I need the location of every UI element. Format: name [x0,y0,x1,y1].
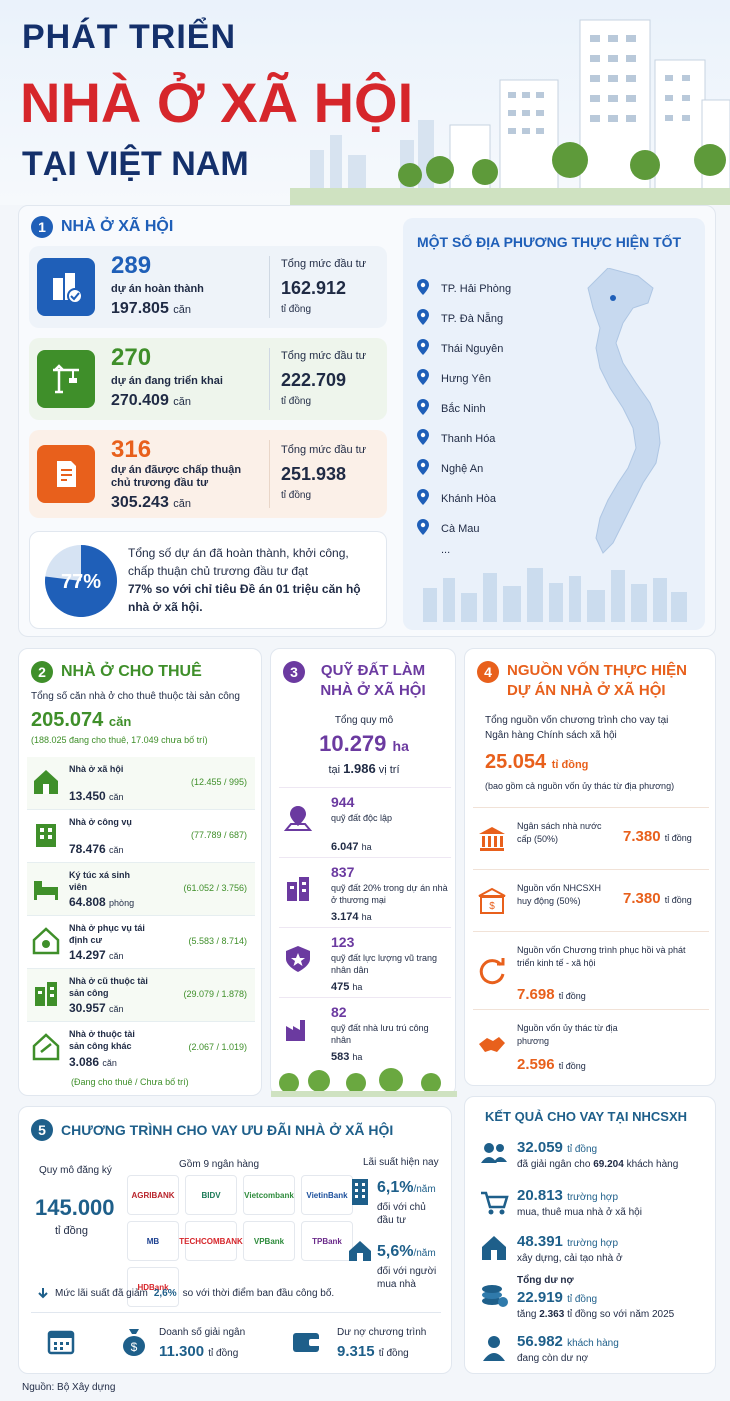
s4-intro: Tổng nguồn vốn chương trình cho vay tại Ngân hàng Chính sách xã hội [485,715,669,741]
section-1-container [18,205,716,637]
section-1-number: 1 [31,216,53,238]
section-5-number: 5 [31,1119,53,1141]
rental-value-row [69,842,124,856]
rental-unit: căn [109,792,124,802]
arrow-down-icon [37,1287,49,1299]
rental-split: (29.079 / 1.878) [183,989,247,999]
r4-desc-num: 2.363 [539,1309,565,1320]
s2-total-unit: căn [108,714,132,729]
fund-value-row [623,828,692,845]
disb-value: 11.300 [159,1343,205,1360]
land-item [279,787,451,857]
decrease-value: 2,6% [153,1287,177,1299]
ongoing-inv-value: 222.709 [281,370,347,390]
r1-desc-post: khách hàng [626,1159,679,1170]
place-item [417,304,577,334]
land-area-row [331,911,372,923]
section-3-container [270,648,456,1096]
completion-summary [29,531,387,629]
land-desc: quỹ đất lực lượng vũ trang nhân dân [331,953,438,975]
r1-unit: tỉ đồng [567,1144,598,1155]
section-5-header [31,1119,393,1141]
place-item [417,484,577,514]
fund-value-row [623,890,692,907]
r1 [517,1139,597,1156]
s3-loc-suffix: vị trí [378,764,400,776]
s3-scale-unit: ha [392,738,409,754]
cart-icon [479,1187,509,1217]
rental-item [27,863,255,916]
section-3-header [283,661,433,701]
ongoing-units-word: căn [173,396,192,408]
fund-value: 7.380 [623,828,661,845]
completed-units [111,300,191,318]
map-pin-icon [417,339,429,360]
completion-pct-label: 77% [60,571,102,593]
rental-type-icon [31,1032,61,1067]
project-card-ongoing [29,338,387,420]
fund-label: Nguồn vốn ủy thác từ địa phương [517,1023,618,1046]
rate1 [377,1179,436,1197]
land-item [279,857,451,927]
fund-unit: tỉ đồng [664,895,692,905]
fund-value-row [517,986,586,1003]
map-pin-icon [417,519,429,540]
r4-value: 22.919 [517,1289,563,1306]
section-1-title: NHÀ Ở XÃ HỘI [61,218,174,235]
place-name: Cà Mau [441,523,480,535]
place-name: TP. Đà Nẵng [441,313,504,325]
completion-pie-chart [42,542,120,620]
rate1-note: đối với chủ đầu tư [377,1202,426,1226]
map-pin-icon [417,279,429,300]
decrease-post: so với thời điểm ban đầu công bố. [182,1287,335,1299]
summary-text-1: Tổng số dự án đã hoàn thành, khởi công, chấp thuận chủ trương đầu tư đạt [128,546,349,578]
fund-label: Nguồn vốn Chương trình phục hồi và phát triển kinh tế - xã hội [517,945,686,968]
fund-unit: tỉ đồng [558,1061,586,1071]
section-2-header [31,661,202,683]
rental-name: Ký túc xá sinh viên [69,870,131,892]
rental-value-row [69,1055,117,1069]
land-list [279,787,451,1067]
land-area: 3.174 [331,911,359,923]
rate2 [377,1243,436,1261]
land-type-icon [283,944,313,979]
rental-split: (61.052 / 3.756) [183,883,247,893]
land-area: 6.047 [331,841,359,853]
fund-unit: tỉ đồng [664,833,692,843]
rental-type-icon [31,767,61,802]
svg-text:$: $ [130,1340,138,1354]
section-3-title: QUỸ ĐẤT LÀM NHÀ Ở XÃ HỘI [320,662,426,699]
bank-name: VietinBank [306,1190,348,1200]
disb [159,1343,238,1360]
place-item [417,454,577,484]
land-area-row [331,1051,362,1063]
rental-item [27,1022,255,1075]
fund-type-icon [477,956,507,991]
fund-value: 7.380 [623,890,661,907]
r1-value: 32.059 [517,1139,563,1156]
people-icon [479,1139,509,1169]
source-note: Nguồn: Bộ Xây dựng [22,1382,116,1393]
place-name: Thanh Hóa [441,433,496,445]
rental-value: 78.476 [69,842,106,856]
s2-footer: (Đang cho thuê / Chưa bố trí) [71,1077,189,1087]
fund-value: 7.698 [517,986,555,1003]
decrease-pre: Mức lãi suất đã giảm [55,1287,148,1299]
rental-list [27,757,255,1075]
bank-logo [243,1175,295,1215]
rental-value-row [69,895,134,909]
r5-value: 56.982 [517,1333,563,1350]
rental-value: 14.297 [69,948,106,962]
approved-inv-unit: tỉ đồng [281,490,312,501]
header-banner [0,0,730,205]
ongoing-label: dự án đang triển khai [111,375,223,387]
map-pin-icon [417,489,429,510]
land-area: 475 [331,981,350,993]
divider [31,1312,441,1313]
r3-unit: trường hợp [567,1238,619,1249]
r4-label: Tổng dư nợ [517,1275,574,1286]
land-area-row [331,841,372,853]
section-4-header [477,661,697,701]
debt-unit: tỉ đồng [378,1348,409,1359]
rental-name: Nhà ở cũ thuộc tài sản công [69,976,148,998]
r4-desc-pre: tăng [517,1309,537,1320]
section-4-container [464,648,716,1086]
rate2-value: 5,6% [377,1243,414,1260]
rental-name: Nhà ở công vụ [69,817,132,827]
house-icon [347,1239,373,1268]
place-item [417,394,577,424]
bank-logo [301,1175,353,1215]
fund-list [473,807,709,1079]
land-item [279,927,451,997]
reg-value: 145.000 [35,1195,115,1220]
land-area-row [331,981,362,993]
place-name: Thái Nguyên [441,343,504,355]
wallet-icon [291,1327,323,1360]
rental-split: (77.789 / 687) [190,830,247,840]
fund-unit: tỉ đồng [558,991,586,1001]
land-unit: ha [361,912,372,922]
rental-name: Nhà ở phục vụ tái định cư [69,923,145,945]
r5 [517,1333,619,1350]
fund-type-icon [477,886,507,921]
approved-label: dự án đãược chấp thuận chủ trương đầu tư [111,464,242,489]
s2-total-value: 205.074 [31,709,104,731]
s4-total-unit: tỉ đồng [551,759,589,771]
fund-type-icon [477,824,507,859]
s2-note: (188.025 đang cho thuê, 17.049 chưa bố trí) [31,735,208,745]
divider [269,348,270,410]
person-icon [479,1333,509,1363]
r3-value: 48.391 [517,1233,563,1250]
rental-value: 3.086 [69,1055,100,1069]
s3-scale [271,731,457,757]
rental-item [27,916,255,969]
section-4-title: NGUỒN VỐN THỰC HIỆN DỰ ÁN NHÀ Ở XÃ HỘI [507,662,687,699]
home-icon [479,1233,509,1263]
s2-total [31,709,131,732]
r5-desc: đang còn dư nợ [517,1353,589,1364]
debt-value: 9.315 [337,1343,375,1360]
disb-label: Doanh số giải ngân [159,1327,246,1338]
land-desc: quỹ đất độc lập [331,813,393,823]
buildings-check-icon [37,258,95,316]
land-item [279,997,451,1067]
rental-split: (12.455 / 995) [190,777,247,787]
fund-item [473,807,709,869]
rental-value: 30.957 [69,1001,106,1015]
place-item [417,364,577,394]
banks-label: Gồm 9 ngân hàng [179,1159,260,1170]
document-approval-icon [37,445,95,503]
s3-loc-value: 1.986 [343,761,376,776]
fund-item [473,1009,709,1079]
completed-count: 289 [111,252,152,279]
project-card-completed [29,246,387,328]
section-2-container [18,648,262,1096]
trees-illustration [271,1067,457,1097]
rate-label: Lãi suất hiện nay [363,1157,439,1168]
bank-name: TPBank [312,1236,342,1246]
divider [269,256,270,318]
fund-type-icon [477,1030,507,1065]
land-count: 82 [331,1004,347,1020]
map-pin-icon [417,429,429,450]
map-pin-icon [417,369,429,390]
s3-scale-value: 10.279 [319,731,387,756]
section-2-number: 2 [31,661,53,683]
rental-split: (2.067 / 1.019) [188,1042,247,1052]
r3-desc: xây dựng, cải tạo nhà ở [517,1253,623,1264]
map-skyline [413,558,693,622]
place-name: Khánh Hòa [441,493,497,505]
rate2-unit: /năm [413,1248,436,1259]
section-5-container [18,1106,452,1374]
rental-unit: căn [109,1004,124,1014]
title-line-3: TẠI VIỆT NAM [22,145,249,183]
land-type-icon [283,874,313,909]
approved-units-word: căn [173,498,192,510]
approved-count: 316 [111,436,152,463]
fund-value-row [517,1056,586,1073]
rental-value-row [69,948,124,962]
crane-icon [37,350,95,408]
bank-name: MB [146,1236,160,1246]
bank-name: Vietcombank [244,1190,294,1200]
s4-total [485,751,588,774]
place-item [417,274,577,304]
r1-desc-pre: đã giải ngân cho [517,1159,591,1170]
r4-desc [517,1309,674,1320]
fund-item [473,931,709,1009]
ongoing-inv-label: Tổng mức đầu tư [281,350,367,362]
completed-label: dự án hoàn thành [111,283,204,295]
land-count: 837 [331,864,355,880]
rental-unit: phòng [109,898,135,908]
completed-inv-unit: tỉ đồng [281,304,312,315]
map-panel [403,218,705,630]
s2-intro: Tổng số căn nhà ở cho thuê thuộc tài sản công [31,691,240,702]
completed-inv-label: Tổng mức đầu tư [281,258,367,270]
rental-split: (5.583 / 8.714) [188,936,247,946]
s4-note: (bao gồm cả nguồn vốn ủy thác từ địa phương) [485,781,675,791]
ongoing-inv-unit: tỉ đồng [281,396,312,407]
title-line-2: NHÀ Ở XÃ HỘI [20,71,414,134]
fund-value: 2.596 [517,1056,555,1073]
rate1-value: 6,1% [377,1179,414,1196]
map-pin-icon [417,459,429,480]
rental-unit: căn [109,845,124,855]
r4-unit: tỉ đồng [567,1294,598,1305]
rental-item [27,969,255,1022]
rental-item [27,810,255,863]
vietnam-map [578,268,688,558]
rental-type-icon [31,926,61,961]
approved-inv-value: 251.938 [281,464,347,484]
rental-value-row [69,789,124,803]
rate1-unit: /năm [413,1184,436,1195]
rental-type-icon [31,979,61,1014]
results-title: KẾT QUẢ CHO VAY TẠI NHCSXH [485,1109,688,1124]
r5-unit: khách hàng [567,1338,619,1349]
place-name: Nghệ An [441,463,484,475]
svg-text:$: $ [489,901,495,912]
rental-unit: căn [109,951,124,961]
completed-inv-value: 162.912 [281,278,347,298]
section-4-number: 4 [477,661,499,683]
land-desc: quỹ đất 20% trong dự án nhà ở thương mại [331,883,448,905]
approved-units-value: 305.243 [111,494,169,511]
project-card-approved [29,430,387,518]
place-name: Hưng Yên [441,373,491,385]
place-more: ... [441,544,451,556]
section-5-title: CHƯƠNG TRÌNH CHO VAY ƯU ĐÃI NHÀ Ở XÃ HỘI [61,1122,394,1138]
ongoing-count: 270 [111,344,152,371]
place-item [417,424,577,454]
money-bag-icon [119,1325,149,1362]
r2-value: 20.813 [517,1187,563,1204]
rate2-note: đối với người mua nhà [377,1266,437,1290]
bank-logo [301,1221,353,1261]
reg-unit: tỉ đồng [55,1225,89,1237]
debt [337,1343,409,1360]
bank-logo [179,1221,243,1261]
land-count: 123 [331,934,355,950]
section-3-number: 3 [283,661,305,683]
land-area: 583 [331,1051,350,1063]
land-unit: ha [352,1052,363,1062]
rental-unit: căn [102,1058,117,1068]
section-1-header [31,216,173,238]
s4-total-value: 25.054 [485,751,547,773]
debt-label: Dư nợ chương trình [337,1327,427,1338]
place-item [417,334,577,364]
ongoing-units [111,392,191,410]
approved-inv-label: Tổng mức đầu tư [281,444,367,456]
r3 [517,1233,618,1250]
approved-units [111,494,191,512]
fund-label: Ngân sách nhà nước cấp (50%) [517,821,602,844]
land-count: 944 [331,794,355,810]
title-line-1: PHÁT TRIỂN [22,18,236,56]
bank-logo [127,1175,179,1215]
bank-name: VPBank [253,1236,285,1246]
land-type-icon [283,1014,313,1049]
rental-name: Nhà ở thuộc tài sản công khác [69,1029,135,1051]
map-title: MỘT SỐ ĐỊA PHƯƠNG THỰC HIỆN TỐT [417,234,682,250]
r4-desc-post: tỉ đồng so với năm 2025 [567,1309,675,1320]
bank-name: BIDV [201,1190,221,1200]
r2 [517,1187,618,1204]
rental-type-icon [31,873,61,908]
r4 [517,1289,597,1306]
results-container [464,1096,716,1374]
r2-desc: mua, thuê mua nhà ở xã hội [517,1207,642,1218]
rate-decrease [37,1287,334,1299]
map-pin-icon [417,309,429,330]
bank-logo [127,1221,179,1261]
rental-name: Nhà ở xã hội [69,764,124,774]
reg-label: Quy mô đăng ký [39,1165,112,1176]
bank-name: HDBank [137,1282,169,1292]
r1-desc [517,1159,678,1170]
place-name: Bắc Ninh [441,403,486,415]
place-item [417,514,577,544]
completed-units-value: 197.805 [111,300,169,317]
r2-unit: trường hợp [567,1192,619,1203]
rental-item [27,757,255,810]
s3-loc-prefix: tại [328,764,341,776]
section-2-title: NHÀ Ở CHO THUÊ [61,663,202,680]
bank-logo [243,1221,295,1261]
rental-value: 64.808 [69,895,106,909]
land-type-icon [283,804,313,839]
ongoing-units-value: 270.409 [111,392,169,409]
disb-unit: tỉ đồng [208,1348,239,1359]
building-icon [349,1177,371,1212]
rental-value-row [69,1001,124,1015]
s3-scale-label: Tổng quy mô [334,715,394,726]
divider [269,440,270,508]
fund-label: Nguồn vốn NHCSXH huy động (50%) [517,883,602,906]
land-desc: quỹ đất nhà lưu trú công nhân [331,1023,429,1045]
places-list [417,274,577,556]
land-unit: ha [352,982,363,992]
summary-text-2: 77% so với chỉ tiêu Đề án 01 triệu căn hộ nhà ở xã hội. [128,582,361,614]
bank-name: TECHCOMBANK [179,1236,243,1246]
calendar-icon [47,1327,75,1360]
map-pin-icon [417,399,429,420]
completed-units-word: căn [173,304,192,316]
rental-value: 13.450 [69,789,106,803]
fund-item [473,869,709,931]
coins-icon [479,1279,509,1309]
bank-logo [185,1175,237,1215]
place-name: TP. Hải Phòng [441,283,512,295]
rental-type-icon [31,820,61,855]
s3-location [271,761,457,776]
r1-desc-num: 69.204 [593,1159,624,1170]
land-unit: ha [361,842,372,852]
bank-name: AGRIBANK [131,1190,175,1200]
